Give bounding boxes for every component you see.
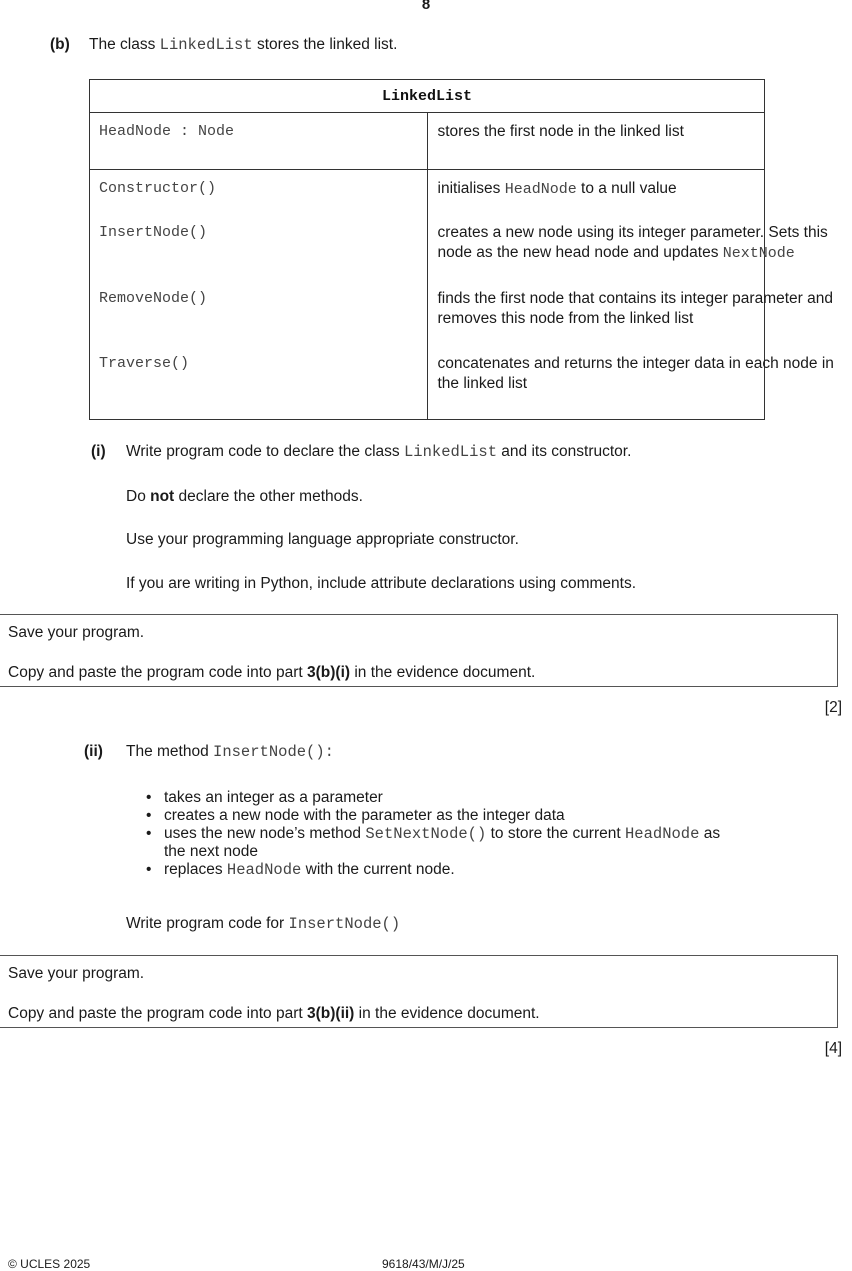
class-name-header — [90, 80, 765, 113]
part-b-intro-post: stores the linked list. — [252, 36, 398, 53]
method-desc-insertnode-2 — [438, 244, 795, 262]
part-ii-code: InsertNode(): — [213, 743, 334, 761]
bullet-dot: • — [146, 861, 152, 878]
part-b-label-text: (b) — [50, 36, 70, 53]
part-i-text: declare the other methods. — [174, 488, 363, 505]
bullet-code: HeadNode — [226, 861, 302, 879]
bullet-code: HeadNode — [625, 825, 700, 843]
method-desc-traverse-1 — [438, 355, 834, 373]
footer-copyright: © UCLES 2025 — [8, 1257, 91, 1271]
attribute-name-cell — [90, 113, 428, 170]
desc-text: the linked list — [437, 375, 528, 392]
attribute-name: HeadNode : Node — [99, 123, 235, 140]
bullet-text-line — [164, 861, 455, 879]
bullet-text: to store the current — [486, 825, 625, 842]
part-i-line3: Use your programming language appropriate constructor. — [126, 531, 519, 548]
bullet-text: the next node — [164, 843, 258, 860]
method-desc-removenode-2 — [438, 310, 694, 328]
part-i-box-line2 — [8, 664, 535, 682]
page-number: 8 — [421, 0, 431, 13]
method-name-insertnode: InsertNode() — [99, 224, 208, 241]
method-desc-insertnode-1 — [438, 224, 828, 242]
part-b-intro-code: LinkedList — [159, 36, 253, 54]
desc-text: initialises — [437, 180, 505, 197]
method-desc-removenode-1 — [438, 290, 833, 308]
part-i-bold: not — [150, 488, 175, 505]
box-text: Copy and paste the program code into part — [8, 1005, 307, 1022]
footer-paper-code: 9618/43/M/J/25 — [382, 1257, 465, 1271]
bullet-text: with the current node. — [301, 861, 455, 878]
box-text: in the evidence document. — [350, 664, 536, 681]
part-b-intro — [89, 36, 397, 54]
box-text: Copy and paste the program code into part — [8, 664, 307, 681]
part-b-intro-pre: The class — [89, 36, 160, 53]
attribute-desc: stores the first node in the linked list — [437, 123, 684, 140]
method-name-removenode: RemoveNode() — [99, 290, 208, 307]
attribute-row — [90, 113, 765, 170]
part-i-marks: [2] — [824, 699, 842, 716]
part-ii-write — [126, 915, 400, 933]
desc-code: NextNode — [722, 245, 795, 262]
bullet-text: creates a new node with the parameter as the integer data — [164, 807, 565, 824]
method-desc-constructor — [438, 180, 677, 198]
part-i-text: Write program code to declare the class — [126, 443, 404, 460]
part-ii-marks: [4] — [824, 1040, 842, 1057]
bullet-code: SetNextNode() — [365, 825, 487, 843]
part-i-label: (i) — [91, 443, 106, 460]
bullet-text: uses the new node’s method — [164, 825, 366, 842]
method-name-constructor: Constructor() — [99, 180, 217, 197]
desc-text: concatenates and returns the integer data in each node in — [437, 355, 834, 372]
part-ii-box-line2 — [8, 1005, 540, 1023]
method-desc-traverse-2 — [438, 375, 528, 393]
part-i-line1 — [126, 443, 631, 461]
desc-code: HeadNode — [504, 181, 577, 198]
desc-text: node as the new head node and updates — [437, 244, 723, 261]
bullet-dot: • — [146, 789, 152, 806]
method-names-cell — [90, 170, 428, 420]
part-i-text: Do — [126, 488, 151, 505]
part-i-instruction-box — [0, 614, 838, 687]
part-ii-text: The method — [126, 743, 214, 760]
methods-row — [90, 170, 765, 420]
part-i-box-line1: Save your program. — [8, 624, 145, 641]
attribute-desc-cell — [427, 113, 765, 170]
method-descs-cell — [427, 170, 834, 420]
part-ii-box-line1: Save your program. — [8, 965, 145, 982]
box-bold: 3(b)(i) — [307, 664, 351, 681]
bullet-dot: • — [146, 825, 152, 842]
bullet-text: takes an integer as a parameter — [164, 789, 383, 806]
part-ii-text: Write program code for — [126, 915, 289, 932]
bullet-text: replaces — [164, 861, 227, 878]
part-ii-instruction-box — [0, 955, 838, 1028]
part-ii-code: InsertNode() — [288, 915, 401, 933]
bullet-dot: • — [146, 807, 152, 824]
desc-text: creates a new node using its integer parameter. Sets this — [437, 224, 828, 241]
bullet-text: as — [699, 825, 721, 842]
part-ii-intro — [126, 743, 334, 761]
class-table — [89, 79, 834, 420]
part-i-code: LinkedList — [403, 443, 497, 461]
box-bold: 3(b)(ii) — [307, 1005, 355, 1022]
desc-text: finds the first node that contains its integer parameter and — [437, 290, 833, 307]
part-i-line2 — [126, 488, 363, 506]
desc-text: to a null value — [576, 180, 677, 197]
part-b-label — [50, 36, 70, 54]
part-ii-label: (ii) — [84, 743, 103, 760]
class-name: LinkedList — [381, 88, 472, 105]
part-i-line4: If you are writing in Python, include attribute declarations using comments. — [126, 575, 637, 592]
bullet-text-line — [164, 825, 720, 843]
method-name-traverse: Traverse() — [99, 355, 190, 372]
box-text: in the evidence document. — [354, 1005, 540, 1022]
desc-text: removes this node from the linked list — [437, 310, 694, 327]
part-i-text: and its constructor. — [497, 443, 632, 460]
